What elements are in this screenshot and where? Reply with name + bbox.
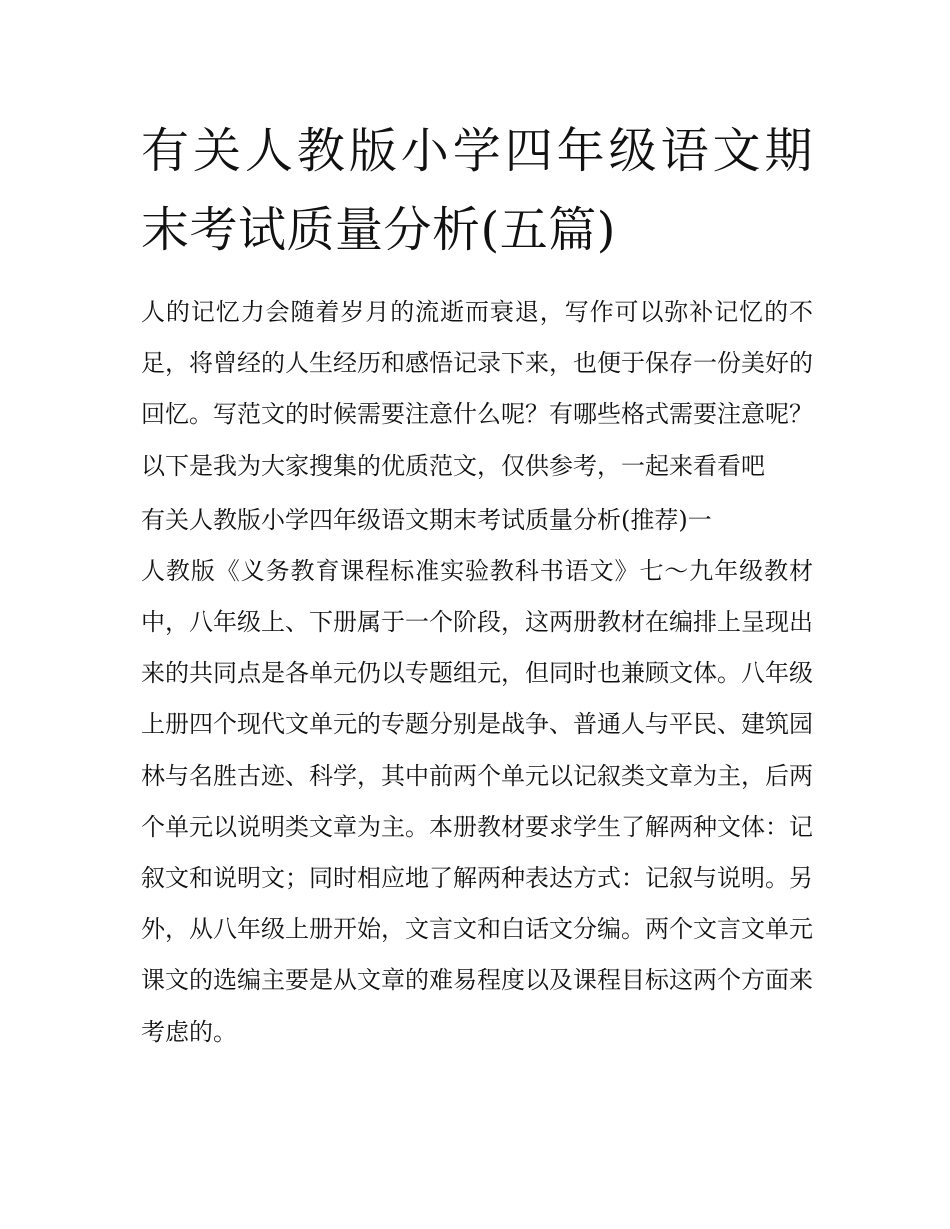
document-page — [141, 112, 813, 1058]
intro-paragraph: 人的记忆力会随着岁月的流逝而衰退，写作可以弥补记忆的不足，将曾经的人生经历和感悟记录下来，也便于保存一份美好的回忆。写范文的时候需要注意什么呢？有哪些格式需要注意呢？以下是我为大家搜集的优质范文，仅供参考，一起来看看吧 — [141, 298, 813, 480]
document-title: 有关人教版小学四年级语文期末考试质量分析(五篇) — [141, 123, 813, 258]
section-body-paragraph: 人教版《义务教育课程标准实验教科书语文》七～九年级教材中，八年级上、下册属于一个阶段，这两册教材在编排上呈现出来的共同点是各单元仍以专题组元，但同时也兼顾文体。八年级上册四个现代文单元的专题分别是战争、普通人与平民、建筑园林与名胜古迹、科学，其中前两个单元以记叙类文章为主，后两个单元以说明类文章为主。本册教材要求学生了解两种文体：记叙文和说明文；同时相应地了解两种表达方式：记叙与说明。另外，从八年级上册开始，文言文和白话文分编。两个文言文单元课文的选编主要是从文章的难易程度以及课程目标这两个方面来考虑的。 — [141, 556, 813, 1046]
section-heading: 有关人教版小学四年级语文期末考试质量分析(推荐)一 — [141, 505, 712, 534]
